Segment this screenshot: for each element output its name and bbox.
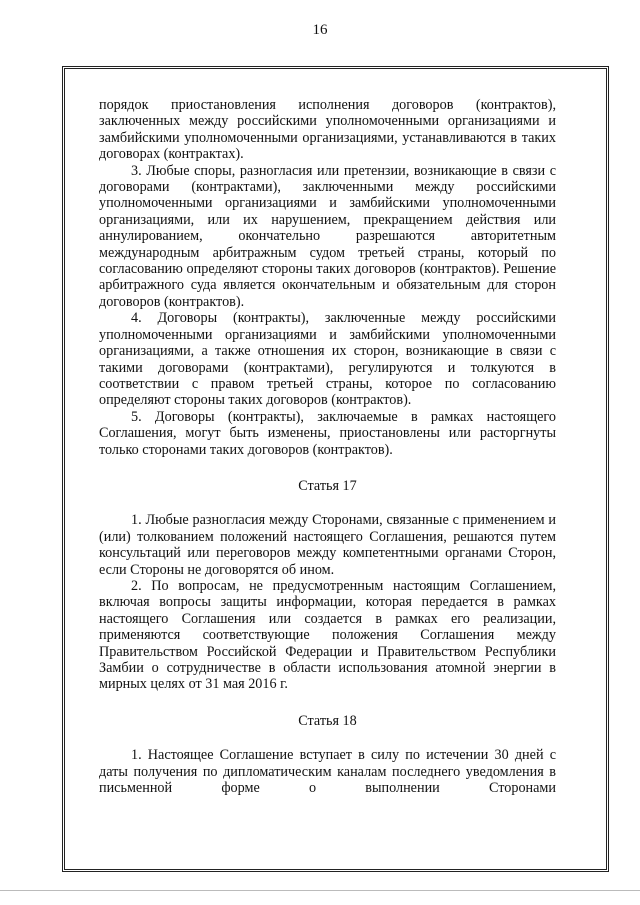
paragraph-continuation: порядок приостановления исполнения договоров (контрактов), заключенных между российскими уполномоченными организациями и замбийскими уполномоченными организациями, устанавливаются в таких договорах (контрактах).: [99, 97, 556, 163]
article-18-heading: Статья 18: [298, 712, 357, 729]
paragraph-item-4: 4. Договоры (контракты), заключенные между российскими уполномоченными организациями и замбийскими уполномоченными организациями, а также отношения их сторон, возникающие в связи с такими договорами (контрактами), регулируются и толкуются в соответствии с правом третьей страны, которое по согласованию определяют стороны таких договоров (контрактов).: [99, 310, 556, 409]
article-18-item-1: 1. Настоящее Соглашение вступает в силу по истечении 30 дней с даты получения по дипломатическим каналам последнего уведомления в письменной форме о выполнении Сторонами: [99, 747, 556, 797]
page-number: 16: [312, 22, 328, 38]
paragraph-item-3: 3. Любые споры, разногласия или претензии, возникающие в связи с договорами (контрактами), заключенными между российскими уполномоченными организациями и замбийскими уполномоченными организациями, или их нарушением, прекращением действия или аннулированием, окончательно разрешаются авторитетным международным арбитражным судом третьей страны, который по согласованию определяют стороны таких договоров (контрактов). Решение арбитражного суда является окончательным и обязательным для сторон договоров (контрактов).: [99, 162, 556, 310]
paragraph-item-5: 5. Договоры (контракты), заключаемые в рамках настоящего Соглашения, могут быть изменены, приостановлены или расторгнуты только сторонами таких договоров (контрактов).: [99, 408, 556, 458]
article-17-item-1: 1. Любые разногласия между Сторонами, связанные с применением и (или) толкованием положений настоящего Соглашения, решаются путем консультаций или переговоров между компетентными органами Сторон, если Стороны не договорятся об ином.: [99, 512, 556, 578]
article-17-item-2: 2. По вопросам, не предусмотренным настоящим Соглашением, включая вопросы защиты информации, которая передается в рамках настоящего Соглашения или создается в рамках его реализации, применяются соответствующие положения Соглашения между Правительством Российской Федерации и Правительством Республики Замбии о сотрудничестве в области использования атомной энергии в мирных целях от 31 мая 2016 г.: [99, 577, 556, 693]
article-17-heading: Статья 17: [298, 477, 357, 494]
page-bottom-edge: [0, 890, 640, 891]
document-body: [99, 97, 556, 796]
